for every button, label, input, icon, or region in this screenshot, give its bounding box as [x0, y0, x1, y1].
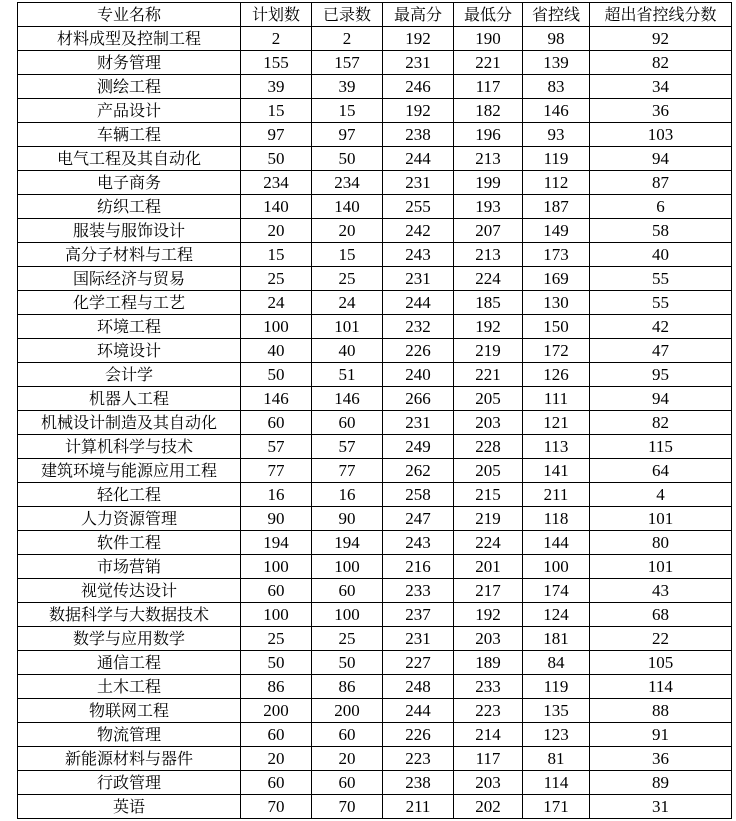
cell-planned-count: 100	[241, 315, 312, 339]
cell-highest-score: 243	[383, 531, 454, 555]
table-row	[18, 291, 732, 315]
cell-highest-score: 231	[383, 627, 454, 651]
cell-lowest-score: 233	[454, 675, 523, 699]
cell-provincial-line: 139	[523, 51, 590, 75]
cell-lowest-score: 190	[454, 27, 523, 51]
cell-lowest-score: 221	[454, 51, 523, 75]
cell-admitted-count: 200	[312, 699, 383, 723]
cell-major-name: 材料成型及控制工程	[18, 27, 241, 51]
cell-lowest-score: 228	[454, 435, 523, 459]
cell-points-above-line: 105	[590, 651, 732, 675]
cell-planned-count: 146	[241, 387, 312, 411]
cell-admitted-count: 15	[312, 99, 383, 123]
cell-points-above-line: 6	[590, 195, 732, 219]
cell-admitted-count: 60	[312, 723, 383, 747]
cell-lowest-score: 193	[454, 195, 523, 219]
cell-highest-score: 231	[383, 411, 454, 435]
table-row	[18, 651, 732, 675]
cell-points-above-line: 68	[590, 603, 732, 627]
cell-points-above-line: 40	[590, 243, 732, 267]
cell-admitted-count: 100	[312, 603, 383, 627]
cell-points-above-line: 36	[590, 99, 732, 123]
cell-points-above-line: 58	[590, 219, 732, 243]
table-row	[18, 123, 732, 147]
cell-major-name: 通信工程	[18, 651, 241, 675]
cell-highest-score: 211	[383, 795, 454, 819]
cell-highest-score: 227	[383, 651, 454, 675]
cell-points-above-line: 88	[590, 699, 732, 723]
cell-points-above-line: 87	[590, 171, 732, 195]
cell-major-name: 高分子材料与工程	[18, 243, 241, 267]
cell-provincial-line: 84	[523, 651, 590, 675]
cell-highest-score: 231	[383, 51, 454, 75]
cell-admitted-count: 16	[312, 483, 383, 507]
table-row	[18, 603, 732, 627]
table-row	[18, 363, 732, 387]
cell-highest-score: 262	[383, 459, 454, 483]
cell-lowest-score: 117	[454, 75, 523, 99]
cell-lowest-score: 196	[454, 123, 523, 147]
cell-major-name: 英语	[18, 795, 241, 819]
cell-planned-count: 97	[241, 123, 312, 147]
cell-provincial-line: 130	[523, 291, 590, 315]
table-row	[18, 243, 732, 267]
cell-points-above-line: 92	[590, 27, 732, 51]
cell-major-name: 视觉传达设计	[18, 579, 241, 603]
cell-points-above-line: 22	[590, 627, 732, 651]
cell-major-name: 建筑环境与能源应用工程	[18, 459, 241, 483]
cell-points-above-line: 95	[590, 363, 732, 387]
cell-admitted-count: 50	[312, 651, 383, 675]
table-row	[18, 51, 732, 75]
cell-lowest-score: 214	[454, 723, 523, 747]
cell-points-above-line: 36	[590, 747, 732, 771]
admission-scores-table	[17, 2, 732, 819]
cell-admitted-count: 25	[312, 267, 383, 291]
cell-provincial-line: 135	[523, 699, 590, 723]
cell-planned-count: 39	[241, 75, 312, 99]
cell-planned-count: 200	[241, 699, 312, 723]
header-admitted-count: 已录数	[312, 3, 383, 27]
table-row	[18, 795, 732, 819]
cell-provincial-line: 181	[523, 627, 590, 651]
cell-lowest-score: 213	[454, 243, 523, 267]
cell-points-above-line: 101	[590, 507, 732, 531]
cell-highest-score: 240	[383, 363, 454, 387]
cell-admitted-count: 77	[312, 459, 383, 483]
cell-lowest-score: 203	[454, 771, 523, 795]
table-row	[18, 99, 732, 123]
cell-major-name: 电气工程及其自动化	[18, 147, 241, 171]
cell-highest-score: 255	[383, 195, 454, 219]
cell-admitted-count: 24	[312, 291, 383, 315]
cell-planned-count: 15	[241, 99, 312, 123]
cell-admitted-count: 100	[312, 555, 383, 579]
cell-major-name: 电子商务	[18, 171, 241, 195]
cell-planned-count: 50	[241, 147, 312, 171]
cell-provincial-line: 144	[523, 531, 590, 555]
cell-provincial-line: 169	[523, 267, 590, 291]
cell-major-name: 机器人工程	[18, 387, 241, 411]
cell-lowest-score: 199	[454, 171, 523, 195]
cell-admitted-count: 60	[312, 771, 383, 795]
cell-points-above-line: 115	[590, 435, 732, 459]
table-row	[18, 675, 732, 699]
cell-lowest-score: 189	[454, 651, 523, 675]
cell-admitted-count: 2	[312, 27, 383, 51]
cell-points-above-line: 31	[590, 795, 732, 819]
cell-provincial-line: 141	[523, 459, 590, 483]
cell-highest-score: 238	[383, 123, 454, 147]
cell-points-above-line: 94	[590, 147, 732, 171]
cell-admitted-count: 194	[312, 531, 383, 555]
cell-provincial-line: 100	[523, 555, 590, 579]
table-row	[18, 387, 732, 411]
cell-points-above-line: 94	[590, 387, 732, 411]
cell-highest-score: 216	[383, 555, 454, 579]
cell-lowest-score: 219	[454, 507, 523, 531]
cell-lowest-score: 192	[454, 603, 523, 627]
cell-provincial-line: 118	[523, 507, 590, 531]
cell-lowest-score: 207	[454, 219, 523, 243]
cell-provincial-line: 124	[523, 603, 590, 627]
cell-lowest-score: 205	[454, 459, 523, 483]
cell-provincial-line: 83	[523, 75, 590, 99]
cell-planned-count: 60	[241, 579, 312, 603]
cell-admitted-count: 40	[312, 339, 383, 363]
cell-provincial-line: 119	[523, 147, 590, 171]
cell-lowest-score: 215	[454, 483, 523, 507]
cell-lowest-score: 185	[454, 291, 523, 315]
header-highest-score: 最高分	[383, 3, 454, 27]
cell-provincial-line: 98	[523, 27, 590, 51]
cell-highest-score: 248	[383, 675, 454, 699]
cell-planned-count: 194	[241, 531, 312, 555]
cell-lowest-score: 202	[454, 795, 523, 819]
cell-major-name: 轻化工程	[18, 483, 241, 507]
cell-admitted-count: 234	[312, 171, 383, 195]
cell-planned-count: 90	[241, 507, 312, 531]
cell-highest-score: 266	[383, 387, 454, 411]
cell-points-above-line: 82	[590, 51, 732, 75]
cell-lowest-score: 201	[454, 555, 523, 579]
cell-provincial-line: 211	[523, 483, 590, 507]
header-lowest-score: 最低分	[454, 3, 523, 27]
table-row	[18, 459, 732, 483]
table-row	[18, 771, 732, 795]
cell-highest-score: 243	[383, 243, 454, 267]
cell-points-above-line: 82	[590, 411, 732, 435]
cell-planned-count: 60	[241, 723, 312, 747]
cell-highest-score: 231	[383, 267, 454, 291]
cell-provincial-line: 187	[523, 195, 590, 219]
table-row	[18, 219, 732, 243]
cell-planned-count: 60	[241, 771, 312, 795]
cell-admitted-count: 20	[312, 219, 383, 243]
table-row	[18, 411, 732, 435]
cell-planned-count: 100	[241, 603, 312, 627]
cell-planned-count: 40	[241, 339, 312, 363]
cell-lowest-score: 224	[454, 531, 523, 555]
header-planned-count: 计划数	[241, 3, 312, 27]
cell-provincial-line: 174	[523, 579, 590, 603]
cell-planned-count: 25	[241, 267, 312, 291]
cell-major-name: 行政管理	[18, 771, 241, 795]
cell-points-above-line: 64	[590, 459, 732, 483]
table-row	[18, 747, 732, 771]
cell-highest-score: 192	[383, 27, 454, 51]
cell-admitted-count: 60	[312, 411, 383, 435]
cell-points-above-line: 114	[590, 675, 732, 699]
table-row	[18, 435, 732, 459]
cell-major-name: 数学与应用数学	[18, 627, 241, 651]
cell-planned-count: 57	[241, 435, 312, 459]
cell-major-name: 物流管理	[18, 723, 241, 747]
cell-planned-count: 50	[241, 363, 312, 387]
cell-planned-count: 50	[241, 651, 312, 675]
cell-admitted-count: 60	[312, 579, 383, 603]
table-row	[18, 27, 732, 51]
cell-highest-score: 237	[383, 603, 454, 627]
table-row	[18, 267, 732, 291]
cell-highest-score: 192	[383, 99, 454, 123]
cell-highest-score: 223	[383, 747, 454, 771]
table-row	[18, 555, 732, 579]
cell-lowest-score: 221	[454, 363, 523, 387]
cell-major-name: 产品设计	[18, 99, 241, 123]
cell-provincial-line: 112	[523, 171, 590, 195]
cell-major-name: 市场营销	[18, 555, 241, 579]
cell-major-name: 服装与服饰设计	[18, 219, 241, 243]
cell-lowest-score: 117	[454, 747, 523, 771]
cell-major-name: 数据科学与大数据技术	[18, 603, 241, 627]
cell-highest-score: 233	[383, 579, 454, 603]
header-points-above-line: 超出省控线分数	[590, 3, 732, 27]
cell-planned-count: 140	[241, 195, 312, 219]
cell-highest-score: 242	[383, 219, 454, 243]
cell-admitted-count: 39	[312, 75, 383, 99]
cell-highest-score: 244	[383, 147, 454, 171]
table-row	[18, 171, 732, 195]
cell-points-above-line: 80	[590, 531, 732, 555]
cell-planned-count: 100	[241, 555, 312, 579]
cell-planned-count: 77	[241, 459, 312, 483]
cell-points-above-line: 42	[590, 315, 732, 339]
cell-major-name: 测绘工程	[18, 75, 241, 99]
table-row	[18, 147, 732, 171]
cell-highest-score: 249	[383, 435, 454, 459]
table-row	[18, 507, 732, 531]
cell-provincial-line: 114	[523, 771, 590, 795]
cell-lowest-score: 219	[454, 339, 523, 363]
cell-admitted-count: 101	[312, 315, 383, 339]
cell-lowest-score: 224	[454, 267, 523, 291]
cell-highest-score: 226	[383, 723, 454, 747]
cell-admitted-count: 140	[312, 195, 383, 219]
cell-lowest-score: 203	[454, 411, 523, 435]
cell-highest-score: 258	[383, 483, 454, 507]
cell-points-above-line: 43	[590, 579, 732, 603]
cell-lowest-score: 203	[454, 627, 523, 651]
cell-major-name: 国际经济与贸易	[18, 267, 241, 291]
cell-highest-score: 231	[383, 171, 454, 195]
cell-points-above-line: 4	[590, 483, 732, 507]
cell-major-name: 新能源材料与器件	[18, 747, 241, 771]
cell-points-above-line: 47	[590, 339, 732, 363]
cell-provincial-line: 93	[523, 123, 590, 147]
cell-lowest-score: 205	[454, 387, 523, 411]
cell-highest-score: 246	[383, 75, 454, 99]
cell-admitted-count: 70	[312, 795, 383, 819]
cell-provincial-line: 121	[523, 411, 590, 435]
table-row	[18, 339, 732, 363]
cell-planned-count: 234	[241, 171, 312, 195]
cell-planned-count: 16	[241, 483, 312, 507]
cell-major-name: 计算机科学与技术	[18, 435, 241, 459]
cell-planned-count: 24	[241, 291, 312, 315]
cell-highest-score: 238	[383, 771, 454, 795]
cell-planned-count: 70	[241, 795, 312, 819]
header-row	[18, 3, 732, 27]
cell-planned-count: 86	[241, 675, 312, 699]
table-row	[18, 483, 732, 507]
cell-major-name: 纺织工程	[18, 195, 241, 219]
cell-planned-count: 20	[241, 747, 312, 771]
cell-points-above-line: 89	[590, 771, 732, 795]
cell-lowest-score: 223	[454, 699, 523, 723]
cell-points-above-line: 55	[590, 291, 732, 315]
cell-highest-score: 247	[383, 507, 454, 531]
cell-admitted-count: 51	[312, 363, 383, 387]
cell-major-name: 环境工程	[18, 315, 241, 339]
cell-major-name: 物联网工程	[18, 699, 241, 723]
cell-provincial-line: 113	[523, 435, 590, 459]
cell-planned-count: 60	[241, 411, 312, 435]
cell-provincial-line: 123	[523, 723, 590, 747]
cell-admitted-count: 15	[312, 243, 383, 267]
cell-provincial-line: 150	[523, 315, 590, 339]
cell-points-above-line: 34	[590, 75, 732, 99]
cell-admitted-count: 146	[312, 387, 383, 411]
cell-lowest-score: 217	[454, 579, 523, 603]
cell-admitted-count: 25	[312, 627, 383, 651]
cell-provincial-line: 149	[523, 219, 590, 243]
cell-admitted-count: 97	[312, 123, 383, 147]
cell-admitted-count: 90	[312, 507, 383, 531]
cell-highest-score: 232	[383, 315, 454, 339]
cell-planned-count: 25	[241, 627, 312, 651]
table-row	[18, 723, 732, 747]
cell-points-above-line: 101	[590, 555, 732, 579]
cell-provincial-line: 81	[523, 747, 590, 771]
cell-points-above-line: 55	[590, 267, 732, 291]
table-row	[18, 579, 732, 603]
cell-planned-count: 155	[241, 51, 312, 75]
cell-highest-score: 226	[383, 339, 454, 363]
cell-admitted-count: 86	[312, 675, 383, 699]
cell-major-name: 化学工程与工艺	[18, 291, 241, 315]
cell-provincial-line: 119	[523, 675, 590, 699]
cell-provincial-line: 173	[523, 243, 590, 267]
cell-admitted-count: 157	[312, 51, 383, 75]
cell-planned-count: 15	[241, 243, 312, 267]
cell-major-name: 软件工程	[18, 531, 241, 555]
table-row	[18, 531, 732, 555]
header-provincial-line: 省控线	[523, 3, 590, 27]
cell-major-name: 财务管理	[18, 51, 241, 75]
cell-admitted-count: 50	[312, 147, 383, 171]
cell-lowest-score: 213	[454, 147, 523, 171]
cell-major-name: 人力资源管理	[18, 507, 241, 531]
cell-major-name: 车辆工程	[18, 123, 241, 147]
cell-planned-count: 20	[241, 219, 312, 243]
table-row	[18, 75, 732, 99]
header-major-name: 专业名称	[18, 3, 241, 27]
cell-provincial-line: 111	[523, 387, 590, 411]
cell-lowest-score: 182	[454, 99, 523, 123]
cell-major-name: 环境设计	[18, 339, 241, 363]
table-row	[18, 627, 732, 651]
cell-major-name: 会计学	[18, 363, 241, 387]
cell-major-name: 土木工程	[18, 675, 241, 699]
table-body	[18, 27, 732, 819]
table-row	[18, 195, 732, 219]
cell-provincial-line: 172	[523, 339, 590, 363]
cell-admitted-count: 20	[312, 747, 383, 771]
cell-highest-score: 244	[383, 699, 454, 723]
cell-points-above-line: 91	[590, 723, 732, 747]
cell-provincial-line: 146	[523, 99, 590, 123]
table-row	[18, 699, 732, 723]
cell-planned-count: 2	[241, 27, 312, 51]
cell-major-name: 机械设计制造及其自动化	[18, 411, 241, 435]
cell-points-above-line: 103	[590, 123, 732, 147]
cell-provincial-line: 126	[523, 363, 590, 387]
cell-provincial-line: 171	[523, 795, 590, 819]
cell-admitted-count: 57	[312, 435, 383, 459]
cell-highest-score: 244	[383, 291, 454, 315]
table-row	[18, 315, 732, 339]
cell-lowest-score: 192	[454, 315, 523, 339]
